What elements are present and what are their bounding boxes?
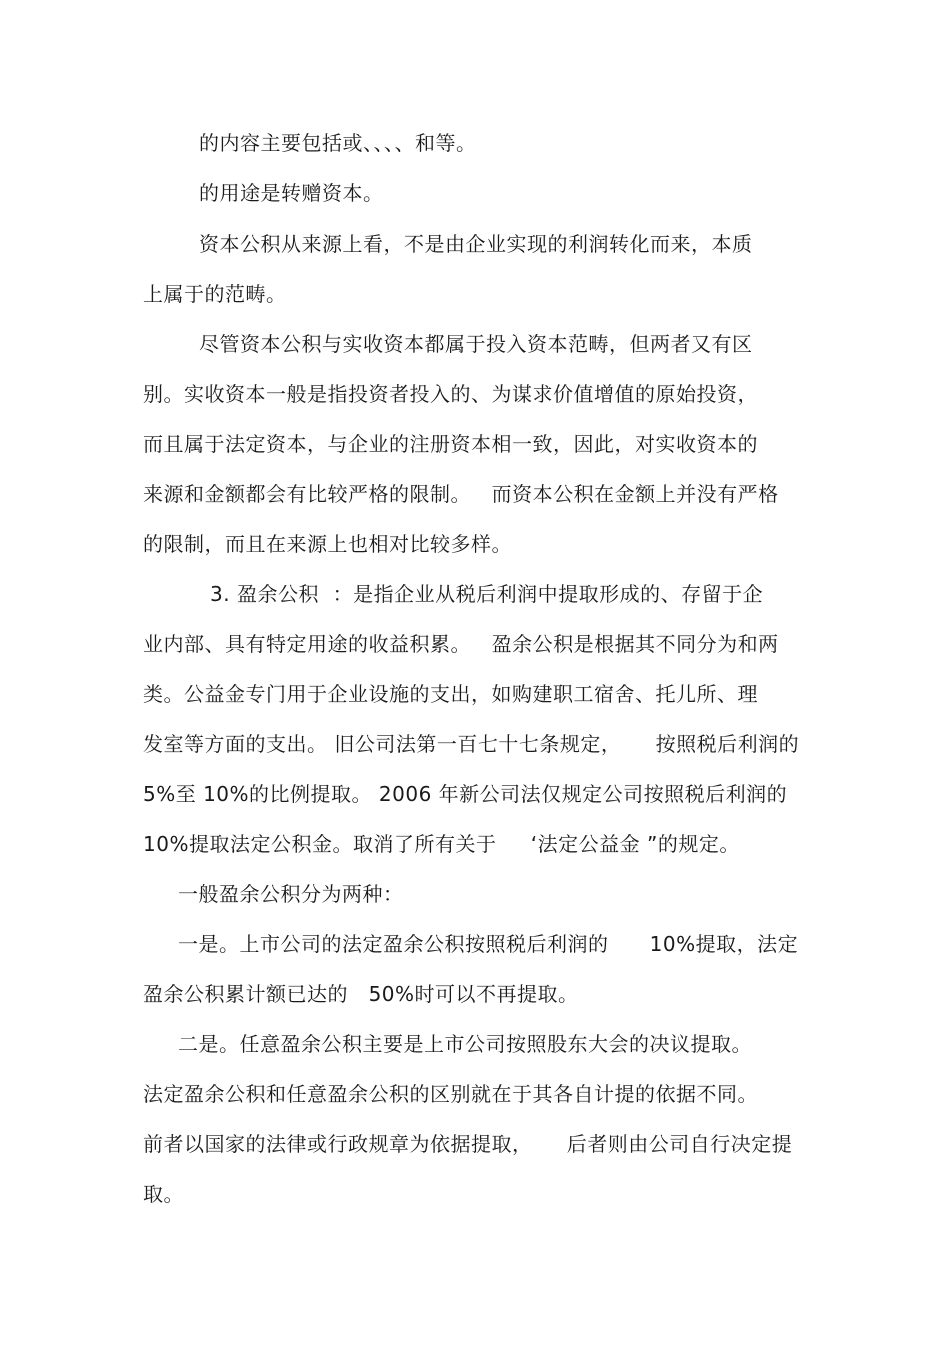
text-line: 盈余公积累计额已达的 50%时可以不再提取。 bbox=[143, 982, 579, 1006]
text-line: 尽管资本公积与实收资本都属于投入资本范畴，但两者又有区 bbox=[199, 332, 753, 356]
text-line: 3. 盈余公积 ：是指企业从税后利润中提取形成的、存留于企 bbox=[210, 582, 764, 606]
text-line: 二是。任意盈余公积主要是上市公司按照股东大会的决议提取。 bbox=[178, 1032, 752, 1056]
text-line: 别。实收资本一般是指投资者投入的、为谋求价值增值的原始投资， bbox=[143, 382, 758, 406]
text-line: 的用途是转赠资本。 bbox=[199, 181, 384, 205]
text-line: 业内部、具有特定用途的收益积累。 盈余公积是根据其不同分为和两 bbox=[143, 632, 779, 656]
text-line: 的内容主要包括或、、、、和等。 bbox=[199, 131, 477, 155]
text-line: 前者以国家的法律或行政规章为依据提取， 后者则由公司自行决定提 bbox=[143, 1132, 793, 1156]
text-line: 类。公益金专门用于企业设施的支出，如购建职工宿舍、托儿所、理 bbox=[143, 682, 758, 706]
text-line: 发室等方面的支出。 旧公司法第一百七十七条规定， 按照税后利润的 bbox=[143, 732, 800, 756]
text-line: 而且属于法定资本，与企业的注册资本相一致，因此，对实收资本的 bbox=[143, 432, 758, 456]
text-line: 5%至 10%的比例提取。 2006 年新公司法仅规定公司按照税后利润的 bbox=[143, 782, 788, 806]
text-line: 取。 bbox=[143, 1182, 184, 1206]
text-line: 法定盈余公积和任意盈余公积的区别就在于其各自计提的依据不同。 bbox=[143, 1082, 758, 1106]
text-line: 资本公积从来源上看，不是由企业实现的利润转化而来，本质 bbox=[199, 232, 753, 256]
text-line: 的限制，而且在来源上也相对比较多样。 bbox=[143, 532, 512, 556]
text-line: 上属于的范畴。 bbox=[143, 282, 287, 306]
text-line: 10%提取法定公积金。取消了所有关于 ‘法定公益金 ”的规定。 bbox=[143, 832, 740, 856]
text-line: 来源和金额都会有比较严格的限制。 而资本公积在金额上并没有严格 bbox=[143, 482, 779, 506]
text-line: 一是。上市公司的法定盈余公积按照税后利润的 10%提取，法定 bbox=[178, 932, 799, 956]
text-line: 一般盈余公积分为两种： bbox=[178, 882, 404, 906]
